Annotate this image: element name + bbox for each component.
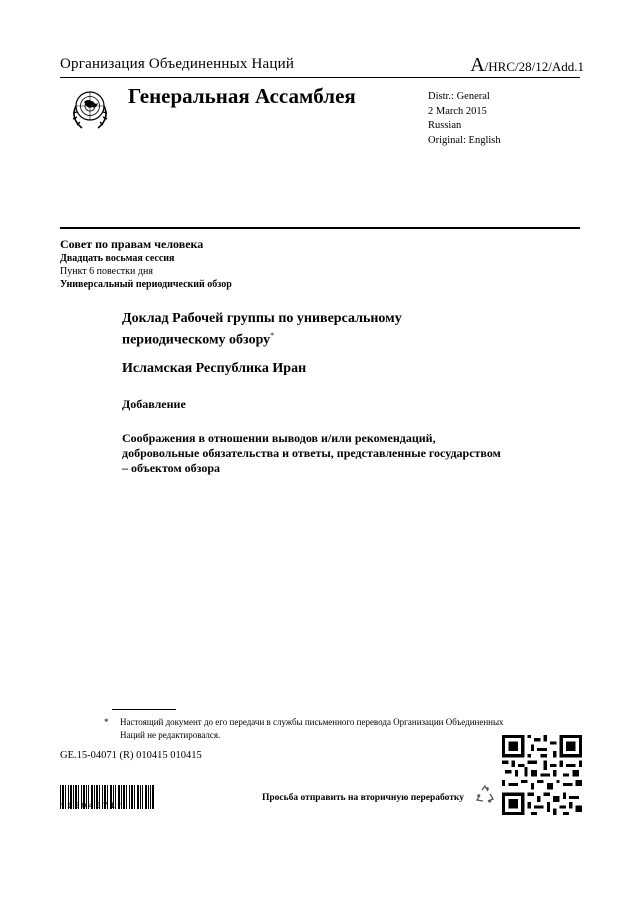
views-title: Соображения в отношении выводов и/или рекомендаций, добровольные обязательства и ответы, представленные государством – объектом обзора	[122, 431, 501, 475]
document-language: Russian	[428, 120, 462, 131]
original-language: Original: English	[428, 134, 501, 146]
recycle-icon	[475, 785, 495, 805]
title-rule	[60, 227, 580, 229]
document-date: 2 March 2015	[428, 105, 487, 117]
council-name: Совет по правам человека	[60, 237, 204, 251]
footnote-marker: *	[104, 717, 109, 727]
un-emblem-icon	[64, 82, 116, 134]
distribution-block	[428, 90, 501, 148]
report-title	[122, 310, 482, 349]
review-name: Универсальный периодический обзор	[60, 279, 232, 290]
distribution: Distr.: General	[428, 91, 490, 102]
assembly-title: Генеральная Ассамблея	[128, 84, 356, 108]
agenda-item: Пункт 6 повестки дня	[60, 266, 153, 277]
organization-name: Организация Объединенных Наций	[60, 56, 295, 72]
report-title-text: Доклад Рабочей группы по универсальному периодическому обзору	[122, 311, 402, 348]
header-rule	[60, 77, 580, 78]
footnote	[104, 716, 524, 741]
document-symbol-letter: A	[470, 54, 485, 76]
session-name: Двадцать восьмая сессия	[60, 253, 175, 264]
recycle-notice: Просьба отправить на вторичную переработку	[262, 793, 464, 803]
footnote-rule	[112, 709, 176, 710]
country-name: Исламская Республика Иран	[122, 361, 307, 376]
addendum-label: Добавление	[122, 397, 186, 411]
barcode-number: *1504071*	[60, 801, 124, 811]
qr-code-icon	[502, 735, 582, 815]
footnote-text: Настоящий документ до его передачи в службы письменного перевода Организации Объединенных Наций не редактировался.	[120, 717, 504, 740]
document-symbol-rest: /HRC/28/12/Add.1	[484, 59, 584, 74]
footnote-reference: *	[270, 331, 275, 340]
document-code: GE.15-04071 (R) 010415 010415	[60, 750, 202, 761]
document-symbol	[470, 54, 584, 77]
